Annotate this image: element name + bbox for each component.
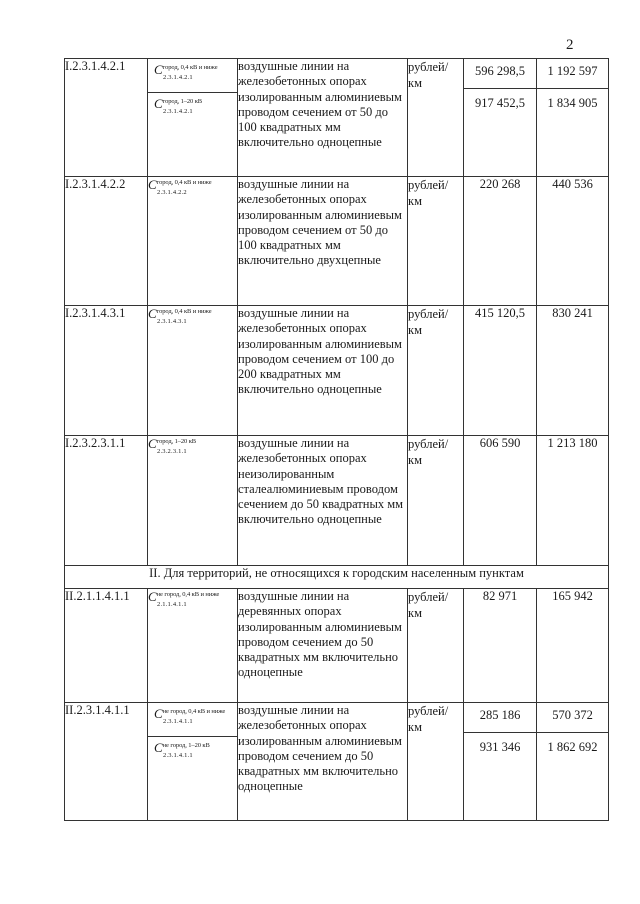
value-cell-a: 82 971 bbox=[464, 589, 537, 703]
row-description: воздушные линии на железобетонных опорах неизолированным сталеалюминиевым проводом сечением до 50 квадратных мм включительно одноцепные bbox=[238, 436, 408, 566]
value-cell-b: 1 192 597 1 834 905 bbox=[537, 59, 609, 177]
rate-symbol: $C^{город, 0,4 кВ и ниже}$ 2.3.1.4.2.1 bbox=[154, 62, 218, 81]
row-unit: рублей/ км bbox=[408, 177, 464, 306]
row-description: воздушные линии на железобетонных опорах изолированным алюминиевым проводом сечением от 50 до 100 квадратных мм включительно двухцепные bbox=[238, 177, 408, 306]
section-row bbox=[65, 566, 609, 589]
rate-symbol: $C^{город, 1-20 кВ}$ 2.3.1.4.2.1 bbox=[148, 92, 237, 115]
rate-symbol: $C^{не город, 1-20 кВ}$ 2.3.1.4.1.1 bbox=[148, 736, 237, 759]
row-code: II.2.1.1.4.1.1 bbox=[65, 589, 148, 703]
value-cell-a: 285 186 931 346 bbox=[464, 703, 537, 821]
table-row bbox=[65, 177, 609, 306]
value-cell-b: 1 213 180 bbox=[537, 436, 609, 566]
value-cell-b: 830 241 bbox=[537, 306, 609, 436]
rate-symbol: $C^{город, 1-20 кВ}$ 2.3.2.3.1.1 bbox=[148, 436, 238, 566]
row-description: воздушные линии на деревянных опорах изолированным алюминиевым проводом сечением до 50 квадратных мм включительно одноцепные bbox=[238, 589, 408, 703]
rate-symbol: $C^{не город, 0,4 кВ и ниже}$ 2.3.1.4.1.1 bbox=[154, 706, 226, 725]
row-code: I.2.3.2.3.1.1 bbox=[65, 436, 148, 566]
row-code: I.2.3.1.4.2.2 bbox=[65, 177, 148, 306]
value-cell-a: 606 590 bbox=[464, 436, 537, 566]
row-code: I.2.3.1.4.3.1 bbox=[65, 306, 148, 436]
value-cell-b: 165 942 bbox=[537, 589, 609, 703]
row-code: II.2.3.1.4.1.1 bbox=[65, 703, 148, 821]
row-unit: рублей/ км bbox=[408, 436, 464, 566]
row-code: I.2.3.1.4.2.1 bbox=[65, 59, 148, 177]
tariff-table bbox=[64, 58, 609, 821]
value-cell-b: 440 536 bbox=[537, 177, 609, 306]
table-row bbox=[65, 703, 609, 821]
row-unit: рублей/ км bbox=[408, 703, 464, 821]
section-heading: II. Для территорий, не относящихся к городским населенным пунктам bbox=[65, 566, 609, 589]
table-row bbox=[65, 436, 609, 566]
row-description: воздушные линии на железобетонных опорах изолированным алюминиевым проводом сечением до 50 квадратных мм включительно одноцепные bbox=[238, 703, 408, 821]
value-cell-a: 415 120,5 bbox=[464, 306, 537, 436]
row-unit: рублей/ км bbox=[408, 306, 464, 436]
rate-symbol: $C^{город, 0,4 кВ и ниже}$ 2.3.1.4.2.2 bbox=[148, 177, 238, 306]
page-number: 2 bbox=[566, 37, 574, 53]
table-row bbox=[65, 589, 609, 703]
row-unit: рублей/ км bbox=[408, 59, 464, 177]
symbol-cell bbox=[148, 59, 238, 177]
table-row bbox=[65, 59, 609, 177]
value-cell-b: 570 372 1 862 692 bbox=[537, 703, 609, 821]
row-description: воздушные линии на железобетонных опорах изолированным алюминиевым проводом сечением от 50 до 100 квадратных мм включительно одноцепные bbox=[238, 59, 408, 177]
rate-symbol: $C^{не город, 0,4 кВ и ниже}$ 2.1.1.4.1.1 bbox=[148, 589, 238, 703]
value-cell-a: 596 298,5 917 452,5 bbox=[464, 59, 537, 177]
symbol-cell bbox=[148, 703, 238, 821]
row-description: воздушные линии на железобетонных опорах изолированным алюминиевым проводом сечением от 100 до 200 квадратных мм включительно одноцепные bbox=[238, 306, 408, 436]
row-unit: рублей/ км bbox=[408, 589, 464, 703]
rate-symbol: $C^{город, 0,4 кВ и ниже}$ 2.3.1.4.3.1 bbox=[148, 306, 238, 436]
table-row bbox=[65, 306, 609, 436]
value-cell-a: 220 268 bbox=[464, 177, 537, 306]
